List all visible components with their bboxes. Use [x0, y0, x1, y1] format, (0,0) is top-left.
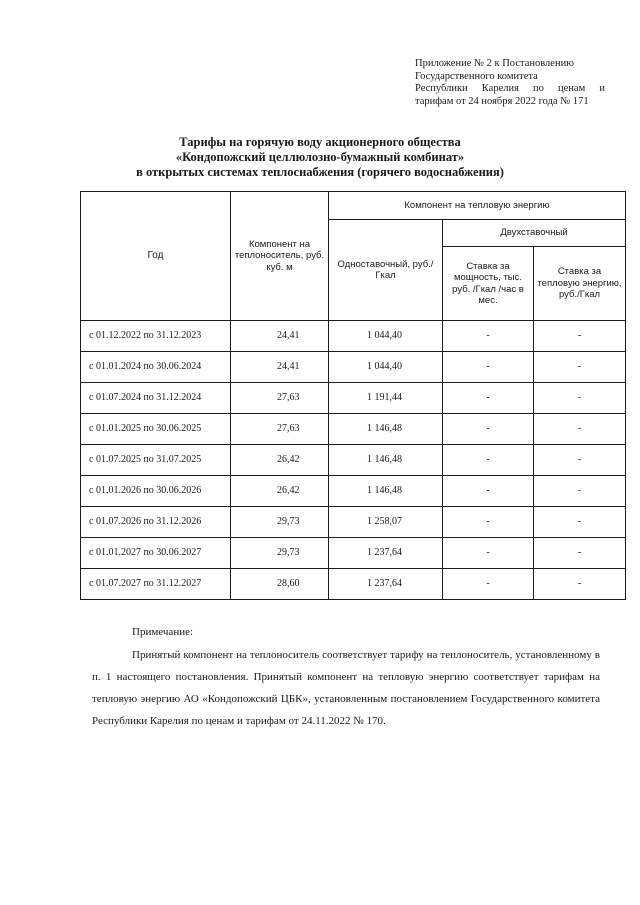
period-cell: с 01.01.2024 по 30.06.2024	[81, 352, 231, 383]
energy-rate-cell: -	[534, 569, 626, 600]
one-part-cell: 1 146,48	[329, 414, 443, 445]
note-heading: Примечание:	[132, 626, 194, 638]
table-row	[81, 352, 626, 383]
header-carrier-component: Компонент на теплоноситель, руб. куб. м	[231, 192, 329, 321]
table-row	[81, 507, 626, 538]
table-row	[81, 476, 626, 507]
one-part-cell: 1 044,40	[329, 352, 443, 383]
carrier-cell: 26,42	[231, 476, 329, 507]
period-cell: с 01.07.2024 по 31.12.2024	[81, 383, 231, 414]
capacity-cell: -	[443, 507, 534, 538]
one-part-cell: 1 146,48	[329, 445, 443, 476]
capacity-cell: -	[443, 538, 534, 569]
energy-rate-cell: -	[534, 538, 626, 569]
table-row	[81, 538, 626, 569]
header-capacity-rate: Ставка за мощность, тыс. руб. /Гкал /час в мес.	[443, 247, 534, 321]
one-part-cell: 1 191,44	[329, 383, 443, 414]
period-cell: с 01.01.2025 по 30.06.2025	[81, 414, 231, 445]
tariff-table	[80, 191, 626, 600]
title-line-2: «Кондопожский целлюлозно-бумажный комбинат»	[175, 150, 465, 164]
header-energy-component: Компонент на тепловую энергию	[329, 192, 626, 220]
capacity-cell: -	[443, 352, 534, 383]
carrier-cell: 29,73	[231, 538, 329, 569]
header-two-part-rate: Двухставочный	[443, 220, 626, 247]
table-row	[81, 414, 626, 445]
energy-rate-cell: -	[534, 476, 626, 507]
header-year: Год	[81, 192, 231, 321]
one-part-cell: 1 258,07	[329, 507, 443, 538]
carrier-cell: 27,63	[231, 383, 329, 414]
annex-line-4: тарифам от 24 ноября 2022 года № 171	[415, 95, 589, 107]
annex-line-2: Государственного комитета	[415, 70, 538, 82]
annex-word: Республики	[415, 83, 468, 94]
annex-word: Карелия	[481, 83, 519, 94]
table-row	[81, 569, 626, 600]
carrier-cell: 28,60	[231, 569, 329, 600]
period-cell: с 01.01.2026 по 30.06.2026	[81, 476, 231, 507]
annex-line-1: Приложение № 2 к Постановлению	[415, 58, 575, 69]
energy-rate-cell: -	[534, 507, 626, 538]
table-row	[81, 321, 626, 352]
one-part-cell: 1 237,64	[329, 569, 443, 600]
header-energy-rate: Ставка за тепловую энергию, руб./Гкал	[534, 247, 626, 321]
energy-rate-cell: -	[534, 321, 626, 352]
period-cell: с 01.01.2027 по 30.06.2027	[81, 538, 231, 569]
period-cell: с 01.07.2026 по 31.12.2026	[81, 507, 231, 538]
carrier-cell: 29,73	[231, 507, 329, 538]
capacity-cell: -	[443, 476, 534, 507]
capacity-cell: -	[443, 383, 534, 414]
annex-reference	[415, 58, 605, 108]
one-part-cell: 1 044,40	[329, 321, 443, 352]
carrier-cell: 27,63	[231, 414, 329, 445]
energy-rate-cell: -	[534, 445, 626, 476]
title-line-3: в открытых системах теплоснабжения (горячего водоснабжения)	[136, 165, 504, 179]
energy-rate-cell: -	[534, 352, 626, 383]
annex-line-3	[415, 83, 605, 96]
document-title	[90, 135, 550, 180]
annex-word: и	[599, 83, 605, 94]
title-line-1: Тарифы на горячую воду акционерного общества	[179, 135, 461, 149]
annex-word: по	[533, 83, 544, 94]
energy-rate-cell: -	[534, 414, 626, 445]
carrier-cell: 24,41	[231, 352, 329, 383]
one-part-cell: 1 237,64	[329, 538, 443, 569]
period-cell: с 01.07.2027 по 31.12.2027	[81, 569, 231, 600]
table-row	[81, 445, 626, 476]
capacity-cell: -	[443, 414, 534, 445]
capacity-cell: -	[443, 569, 534, 600]
period-cell: с 01.12.2022 по 31.12.2023	[81, 321, 231, 352]
carrier-cell: 24,41	[231, 321, 329, 352]
energy-rate-cell: -	[534, 383, 626, 414]
carrier-cell: 26,42	[231, 445, 329, 476]
note-body: Принятый компонент на теплоноситель соответствует тарифу на теплоноситель, установленному в п. 1 настоящего постановления. Принятый компонент на тепловую энергию соответствует тарифам на тепловую энергию АО «Кондопожский ЦБК», установленным постановлением Государственного комитета Республики Карелия по ценам и тарифам от 24.11.2022 № 170.	[92, 649, 600, 727]
header-one-part-rate: Одноставочный, руб./Гкал	[329, 220, 443, 321]
capacity-cell: -	[443, 445, 534, 476]
one-part-cell: 1 146,48	[329, 476, 443, 507]
capacity-cell: -	[443, 321, 534, 352]
table-row	[81, 383, 626, 414]
period-cell: с 01.07.2025 по 31.07.2025	[81, 445, 231, 476]
annex-word: ценам	[558, 83, 586, 94]
